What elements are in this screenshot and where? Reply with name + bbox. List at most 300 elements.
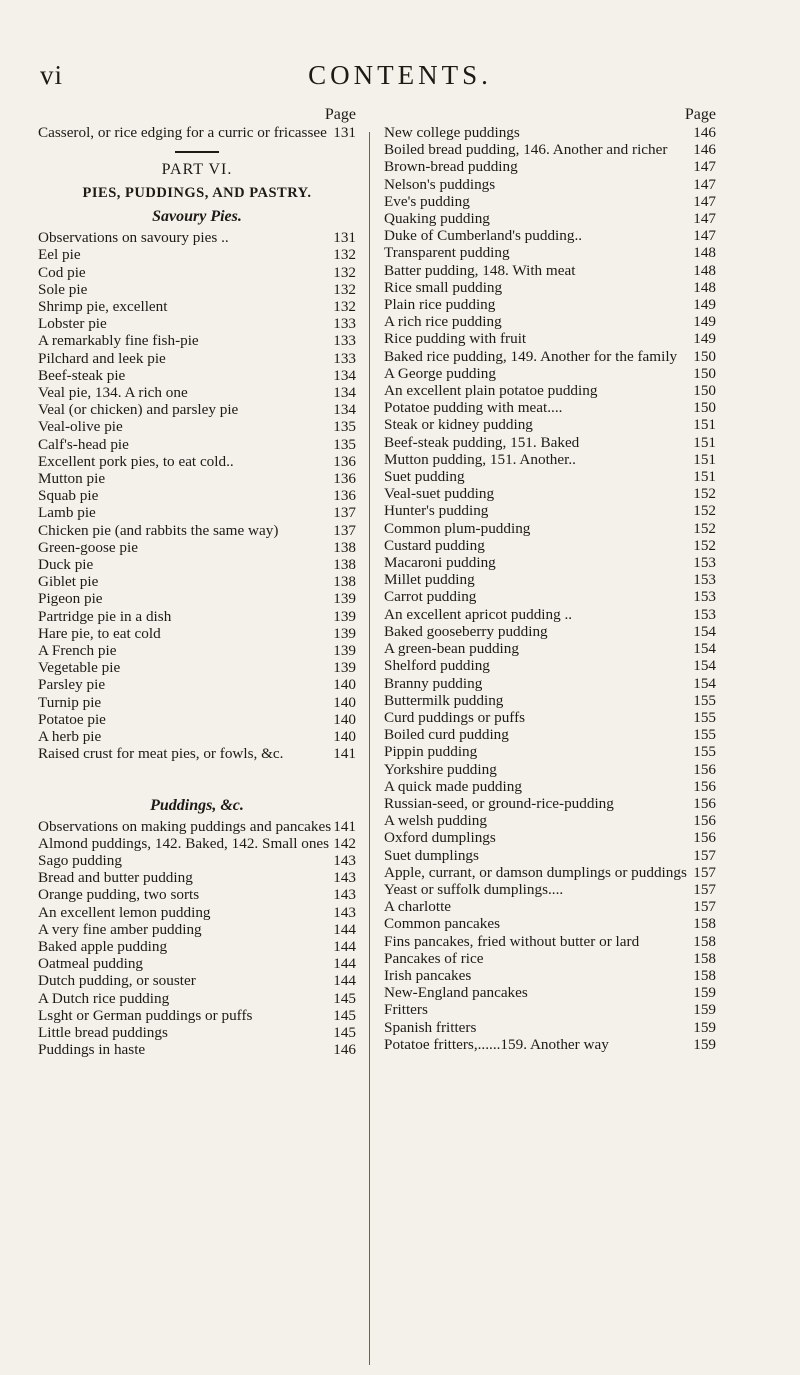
entry-page-number: 151 bbox=[693, 416, 716, 434]
entry-title: Veal (or chicken) and parsley pie bbox=[38, 401, 239, 419]
entry-title: Eve's pudding bbox=[384, 192, 470, 210]
entry-title: Oxford dumplings bbox=[384, 829, 496, 847]
toc-entry bbox=[38, 990, 356, 1007]
running-head bbox=[40, 60, 760, 94]
entry-title: Nelson's puddings bbox=[384, 175, 496, 193]
entry-title: A remarkably fine fish-pie bbox=[38, 332, 199, 350]
page-folio: vi bbox=[40, 60, 64, 90]
toc-entry bbox=[38, 955, 356, 972]
section-list bbox=[38, 208, 356, 1058]
entry-title: Apple, currant, or damson dumplings or puddings bbox=[384, 863, 687, 881]
entry-title: Lamb pie bbox=[38, 504, 96, 522]
entry-page-number: 141 bbox=[333, 745, 356, 763]
toc-entry bbox=[38, 539, 356, 556]
entry-page-number: 159 bbox=[693, 1035, 716, 1053]
toc-entry bbox=[384, 761, 716, 778]
entry-page-number: 159 bbox=[693, 984, 716, 1002]
entry-title: Steak or kidney pudding bbox=[384, 416, 533, 434]
toc-entry bbox=[384, 227, 716, 244]
page-column-label: Page bbox=[324, 106, 356, 123]
entry-page-number: 150 bbox=[693, 347, 716, 365]
entry-title: Potatoe pudding with meat.... bbox=[384, 399, 563, 417]
entry-page-number: 138 bbox=[333, 573, 356, 591]
entry-title: Suet dumplings bbox=[384, 846, 479, 864]
toc-entry bbox=[38, 938, 356, 955]
toc-entry bbox=[38, 246, 356, 263]
toc-entry bbox=[384, 348, 716, 365]
entry-title: Oatmeal pudding bbox=[38, 955, 144, 973]
entry-title: Irish pancakes bbox=[384, 966, 472, 984]
entry-title: Veal-suet pudding bbox=[384, 485, 495, 503]
toc-entry bbox=[384, 657, 716, 674]
entry-title: Almond puddings, 142. Baked, 142. Small ones bbox=[38, 834, 330, 852]
toc-entry bbox=[38, 124, 356, 141]
toc-entry bbox=[384, 571, 716, 588]
toc-entry bbox=[384, 864, 716, 881]
entry-title: Rice small pudding bbox=[384, 278, 503, 296]
toc-entry bbox=[384, 778, 716, 795]
entry-title: Lobster pie bbox=[38, 315, 107, 333]
entry-title: Hunter's pudding bbox=[384, 502, 489, 520]
entry-page-number: 148 bbox=[693, 261, 716, 279]
toc-entry bbox=[38, 835, 356, 852]
page-column-label: Page bbox=[684, 106, 716, 123]
toc-entry bbox=[384, 279, 716, 296]
entry-page-number: 131 bbox=[333, 229, 356, 247]
entry-title: A welsh pudding bbox=[384, 812, 487, 830]
toc-entry bbox=[38, 921, 356, 938]
entry-title: Baked apple pudding bbox=[38, 937, 168, 955]
entry-page-number: 156 bbox=[693, 777, 716, 795]
toc-entry bbox=[384, 210, 716, 227]
entry-title: Yeast or suffolk dumplings.... bbox=[384, 880, 564, 898]
entry-title: Turnip pie bbox=[38, 693, 102, 711]
entry-title: Hare pie, to eat cold bbox=[38, 624, 161, 642]
toc-entry bbox=[384, 416, 716, 433]
toc-entry bbox=[38, 298, 356, 315]
entry-page-number: 136 bbox=[333, 452, 356, 470]
entry-page-number: 156 bbox=[693, 829, 716, 847]
entry-title: Puddings in haste bbox=[38, 1041, 146, 1059]
entry-page-number: 147 bbox=[693, 175, 716, 193]
entry-title: Fritters bbox=[384, 1001, 428, 1019]
toc-entry bbox=[384, 692, 716, 709]
toc-entry bbox=[38, 556, 356, 573]
entry-title: A herb pie bbox=[38, 728, 102, 746]
toc-entry bbox=[38, 1024, 356, 1041]
entry-page-number: 150 bbox=[693, 399, 716, 417]
entry-title: Excellent pork pies, to eat cold.. bbox=[38, 452, 234, 470]
toc-entry bbox=[38, 367, 356, 384]
toc-entry bbox=[384, 158, 716, 175]
toc-entry bbox=[384, 502, 716, 519]
entry-page-number: 151 bbox=[693, 433, 716, 451]
entry-page-number: 143 bbox=[333, 886, 356, 904]
entry-title: Mutton pie bbox=[38, 470, 106, 488]
entry-title: Cod pie bbox=[38, 263, 86, 281]
section-heading: Savoury Pies. bbox=[152, 208, 242, 226]
toc-entry bbox=[384, 606, 716, 623]
entry-page-number: 139 bbox=[333, 590, 356, 608]
toc-entry bbox=[384, 124, 716, 141]
toc-entry bbox=[384, 726, 716, 743]
toc-entry bbox=[38, 818, 356, 835]
toc-entry bbox=[384, 709, 716, 726]
toc-entry bbox=[38, 487, 356, 504]
toc-entry bbox=[384, 829, 716, 846]
toc-entry bbox=[38, 436, 356, 453]
entry-title: Mutton pudding, 151. Another.. bbox=[384, 450, 576, 468]
toc-entry bbox=[38, 350, 356, 367]
entry-title: Brown-bread pudding bbox=[384, 158, 518, 176]
entry-page-number: 147 bbox=[693, 227, 716, 245]
toc-entry bbox=[38, 522, 356, 539]
entry-title: Yorkshire pudding bbox=[384, 760, 497, 778]
entry-title: Observations on making puddings and pancakes bbox=[38, 817, 332, 835]
toc-entry bbox=[38, 504, 356, 521]
entry-title: Branny pudding bbox=[384, 674, 483, 692]
entry-page-number: 146 bbox=[693, 141, 716, 159]
entry-title: Baked gooseberry pudding bbox=[384, 622, 548, 640]
toc-entry bbox=[384, 554, 716, 571]
entry-title: A Dutch rice pudding bbox=[38, 989, 170, 1007]
entry-title: Baked rice pudding, 149. Another for the family bbox=[384, 347, 678, 365]
toc-entry bbox=[38, 608, 356, 625]
toc-entry bbox=[384, 537, 716, 554]
toc-entry bbox=[384, 795, 716, 812]
toc-entry bbox=[384, 330, 716, 347]
entry-title: Rice pudding with fruit bbox=[384, 330, 527, 348]
entry-title: Casserol, or rice edging for a curric or fricassee bbox=[38, 124, 327, 141]
toc-entry bbox=[384, 520, 716, 537]
entry-page-number: 157 bbox=[693, 846, 716, 864]
entry-page-number: 148 bbox=[693, 278, 716, 296]
entry-page-number: 134 bbox=[333, 401, 356, 419]
entry-title: Millet pudding bbox=[384, 571, 475, 589]
toc-entry bbox=[384, 468, 716, 485]
entry-title: Batter pudding, 148. With meat bbox=[384, 261, 576, 279]
entry-page-number: 154 bbox=[693, 674, 716, 692]
entry-page-number: 151 bbox=[693, 450, 716, 468]
toc-entry bbox=[384, 950, 716, 967]
entry-page-number: 140 bbox=[333, 676, 356, 694]
toc-entry bbox=[384, 434, 716, 451]
toc-entry bbox=[384, 1019, 716, 1036]
entry-title: Shrimp pie, excellent bbox=[38, 298, 168, 316]
entry-page-number: 149 bbox=[693, 330, 716, 348]
entry-page-number: 146 bbox=[693, 124, 716, 141]
entry-title: Duck pie bbox=[38, 556, 94, 574]
entry-page-number: 155 bbox=[693, 708, 716, 726]
entry-page-number: 156 bbox=[693, 812, 716, 830]
toc-entry bbox=[384, 675, 716, 692]
entry-page-number: 145 bbox=[333, 1023, 356, 1041]
toc-entry bbox=[384, 262, 716, 279]
toc-entry bbox=[38, 904, 356, 921]
column-divider bbox=[369, 132, 370, 1365]
toc-entry bbox=[38, 315, 356, 332]
toc-entry bbox=[384, 193, 716, 210]
entry-page-number: 143 bbox=[333, 851, 356, 869]
entry-title: Pancakes of rice bbox=[384, 949, 484, 967]
entry-page-number: 138 bbox=[333, 538, 356, 556]
entry-page-number: 135 bbox=[333, 435, 356, 453]
entry-title: Sago pudding bbox=[38, 851, 122, 869]
entry-page-number: 158 bbox=[693, 949, 716, 967]
toc-entry bbox=[384, 967, 716, 984]
toc-entry bbox=[384, 623, 716, 640]
entry-page-number: 152 bbox=[693, 502, 716, 520]
entry-title: Quaking pudding bbox=[384, 210, 490, 228]
toc-entry bbox=[38, 229, 356, 246]
entry-title: Parsley pie bbox=[38, 676, 106, 694]
entry-title: Suet pudding bbox=[384, 468, 465, 486]
page-title: CONTENTS. bbox=[308, 60, 492, 90]
entry-page-number: 159 bbox=[693, 1018, 716, 1036]
toc-entry bbox=[384, 451, 716, 468]
toc-entry bbox=[38, 1041, 356, 1058]
entry-page-number: 154 bbox=[693, 657, 716, 675]
entry-page-number: 138 bbox=[333, 556, 356, 574]
entry-title: Calf's-head pie bbox=[38, 435, 129, 453]
toc-entry bbox=[38, 384, 356, 401]
toc-entry bbox=[38, 332, 356, 349]
entry-page-number: 150 bbox=[693, 364, 716, 382]
entry-title: A George pudding bbox=[384, 364, 496, 382]
toc-entry bbox=[38, 642, 356, 659]
toc-entry bbox=[384, 743, 716, 760]
entry-title: Common plum-pudding bbox=[384, 519, 531, 537]
entry-page-number: 134 bbox=[333, 366, 356, 384]
entry-page-number: 146 bbox=[333, 1041, 356, 1059]
entry-page-number: 152 bbox=[693, 519, 716, 537]
toc-entry bbox=[384, 640, 716, 657]
entry-page-number: 152 bbox=[693, 485, 716, 503]
toc-entry bbox=[384, 881, 716, 898]
entry-title: Beef-steak pudding, 151. Baked bbox=[384, 433, 580, 451]
toc-entry bbox=[38, 281, 356, 298]
toc-entry bbox=[38, 972, 356, 989]
entry-page-number: 144 bbox=[333, 937, 356, 955]
entry-page-number: 140 bbox=[333, 710, 356, 728]
entry-title: Observations on savoury pies .. bbox=[38, 229, 229, 247]
entry-title: Potatoe pie bbox=[38, 710, 106, 728]
entry-title: Eel pie bbox=[38, 246, 81, 264]
toc-entry bbox=[384, 984, 716, 1001]
section-heading: Puddings, &c. bbox=[150, 796, 244, 814]
entry-page-number: 132 bbox=[333, 280, 356, 298]
entry-page-number: 147 bbox=[693, 158, 716, 176]
entry-title: Bread and butter pudding bbox=[38, 869, 193, 887]
entry-page-number: 140 bbox=[333, 728, 356, 746]
entry-page-number: 155 bbox=[693, 691, 716, 709]
entry-page-number: 153 bbox=[693, 605, 716, 623]
entry-page-number: 140 bbox=[333, 693, 356, 711]
entry-title: Macaroni pudding bbox=[384, 554, 496, 572]
entry-title: Boiled bread pudding, 146. Another and richer bbox=[384, 141, 668, 159]
entry-title: New college puddings bbox=[384, 124, 520, 141]
entry-page-number: 145 bbox=[333, 989, 356, 1007]
entry-page-number: 143 bbox=[333, 869, 356, 887]
entry-title: Spanish fritters bbox=[384, 1018, 477, 1036]
entry-page-number: 145 bbox=[333, 1006, 356, 1024]
toc-entry bbox=[38, 264, 356, 281]
entry-page-number: 144 bbox=[333, 972, 356, 990]
toc-entry bbox=[384, 244, 716, 261]
toc-entry bbox=[38, 869, 356, 886]
entry-page-number: 149 bbox=[693, 296, 716, 314]
entry-title: New-England pancakes bbox=[384, 984, 528, 1002]
entry-title: Common pancakes bbox=[384, 915, 500, 933]
toc-entry bbox=[384, 365, 716, 382]
toc-entry bbox=[38, 676, 356, 693]
entry-title: A quick made pudding bbox=[384, 777, 522, 795]
intro-entries bbox=[38, 124, 356, 141]
toc-entry bbox=[384, 588, 716, 605]
entry-title: Beef-steak pie bbox=[38, 366, 126, 384]
entry-title: A French pie bbox=[38, 642, 117, 660]
entry-page-number: 156 bbox=[693, 760, 716, 778]
entry-page-number: 147 bbox=[693, 192, 716, 210]
toc-entry bbox=[38, 470, 356, 487]
toc-entry bbox=[384, 382, 716, 399]
entry-title: Pippin pudding bbox=[384, 743, 478, 761]
toc-entry bbox=[384, 141, 716, 158]
entry-title: Custard pudding bbox=[384, 536, 485, 554]
entry-title: Dutch pudding, or souster bbox=[38, 972, 196, 990]
toc-entry bbox=[38, 401, 356, 418]
toc-entry bbox=[38, 886, 356, 903]
entry-page-number: 144 bbox=[333, 920, 356, 938]
entry-title: A charlotte bbox=[384, 898, 452, 916]
toc-entry bbox=[384, 296, 716, 313]
entry-title: Shelford pudding bbox=[384, 657, 490, 675]
entry-title: A green-bean pudding bbox=[384, 640, 519, 658]
right-column bbox=[384, 106, 716, 1053]
entry-page-number: 151 bbox=[693, 468, 716, 486]
entry-title: Veal pie, 134. A rich one bbox=[38, 384, 188, 402]
entry-page-number: 153 bbox=[693, 571, 716, 589]
entry-page-number: 133 bbox=[333, 349, 356, 367]
entry-page-number: 132 bbox=[333, 298, 356, 316]
entry-page-number: 157 bbox=[693, 880, 716, 898]
entry-page-number: 139 bbox=[333, 624, 356, 642]
entry-page-number: 158 bbox=[693, 932, 716, 950]
entry-title: Russian-seed, or ground-rice-pudding bbox=[384, 794, 614, 812]
toc-entry bbox=[38, 711, 356, 728]
entry-title: Transparent pudding bbox=[384, 244, 510, 262]
toc-entry bbox=[38, 694, 356, 711]
entry-title: Pilchard and leek pie bbox=[38, 349, 166, 367]
entry-title: Duke of Cumberland's pudding.. bbox=[384, 227, 583, 245]
entry-page-number: 137 bbox=[333, 504, 356, 522]
part-subtitle: PIES, PUDDINGS, AND PASTRY. bbox=[82, 185, 312, 202]
entry-title: Pigeon pie bbox=[38, 590, 103, 608]
toc-entry bbox=[38, 590, 356, 607]
entry-page-number: 142 bbox=[333, 834, 356, 852]
left-column bbox=[38, 106, 356, 1058]
entry-page-number: 134 bbox=[333, 384, 356, 402]
entry-page-number: 144 bbox=[333, 955, 356, 973]
entry-page-number: 147 bbox=[693, 210, 716, 228]
entry-page-number: 133 bbox=[333, 332, 356, 350]
entry-title: Potatoe fritters,......159. Another way bbox=[384, 1035, 609, 1053]
entry-page-number: 136 bbox=[333, 487, 356, 505]
entry-page-number: 139 bbox=[333, 659, 356, 677]
entry-page-number: 135 bbox=[333, 418, 356, 436]
entry-page-number: 150 bbox=[693, 382, 716, 400]
entry-list bbox=[384, 124, 716, 1053]
entry-page-number: 139 bbox=[333, 642, 356, 660]
entry-page-number: 136 bbox=[333, 470, 356, 488]
entry-title: A very fine amber pudding bbox=[38, 920, 202, 938]
toc-entry bbox=[38, 573, 356, 590]
entry-title: Green-goose pie bbox=[38, 538, 138, 556]
entry-title: Curd puddings or puffs bbox=[384, 708, 526, 726]
toc-entry bbox=[38, 745, 356, 762]
entry-page-number: 148 bbox=[693, 244, 716, 262]
toc-entry bbox=[38, 625, 356, 642]
toc-entry bbox=[38, 1007, 356, 1024]
entry-title: Orange pudding, two sorts bbox=[38, 886, 200, 904]
entry-title: Lsght or German puddings or puffs bbox=[38, 1006, 253, 1024]
toc-entry bbox=[38, 728, 356, 745]
toc-entry bbox=[384, 1036, 716, 1053]
entry-page-number: 133 bbox=[333, 315, 356, 333]
entry-title: Plain rice pudding bbox=[384, 296, 496, 314]
toc-entry bbox=[384, 485, 716, 502]
toc-entry bbox=[384, 176, 716, 193]
entry-title: Sole pie bbox=[38, 280, 88, 298]
entry-title: An excellent lemon pudding bbox=[38, 903, 211, 921]
entry-page-number: 155 bbox=[693, 743, 716, 761]
toc-entry bbox=[384, 915, 716, 932]
entry-page-number: 131 bbox=[333, 124, 356, 141]
toc-entry bbox=[384, 847, 716, 864]
entry-title: An excellent plain potatoe pudding bbox=[384, 382, 598, 400]
toc-entry bbox=[384, 812, 716, 829]
entry-title: Giblet pie bbox=[38, 573, 99, 591]
entry-page-number: 154 bbox=[693, 622, 716, 640]
entry-page-number: 132 bbox=[333, 263, 356, 281]
entry-title: Veal-olive pie bbox=[38, 418, 123, 436]
entry-page-number: 157 bbox=[693, 898, 716, 916]
entry-page-number: 153 bbox=[693, 588, 716, 606]
entry-page-number: 158 bbox=[693, 915, 716, 933]
entry-page-number: 154 bbox=[693, 640, 716, 658]
entry-title: Fins pancakes, fried without butter or lard bbox=[384, 932, 640, 950]
entry-page-number: 141 bbox=[333, 817, 356, 835]
part-title: PART VI. bbox=[161, 161, 233, 179]
entry-page-number: 149 bbox=[693, 313, 716, 331]
toc-entry bbox=[38, 659, 356, 676]
entry-page-number: 143 bbox=[333, 903, 356, 921]
entry-title: Vegetable pie bbox=[38, 659, 121, 677]
entry-title: Raised crust for meat pies, or fowls, &c. bbox=[38, 745, 284, 763]
toc-entry bbox=[38, 418, 356, 435]
entry-title: Boiled curd pudding bbox=[384, 726, 509, 744]
entry-page-number: 158 bbox=[693, 966, 716, 984]
entry-title: Carrot pudding bbox=[384, 588, 477, 606]
toc-entry bbox=[384, 399, 716, 416]
entry-page-number: 153 bbox=[693, 554, 716, 572]
toc-entry bbox=[384, 933, 716, 950]
entry-title: An excellent apricot pudding .. bbox=[384, 605, 573, 623]
entry-title: Squab pie bbox=[38, 487, 99, 505]
entry-title: Little bread puddings bbox=[38, 1023, 168, 1041]
entry-page-number: 152 bbox=[693, 536, 716, 554]
toc-entry bbox=[38, 453, 356, 470]
